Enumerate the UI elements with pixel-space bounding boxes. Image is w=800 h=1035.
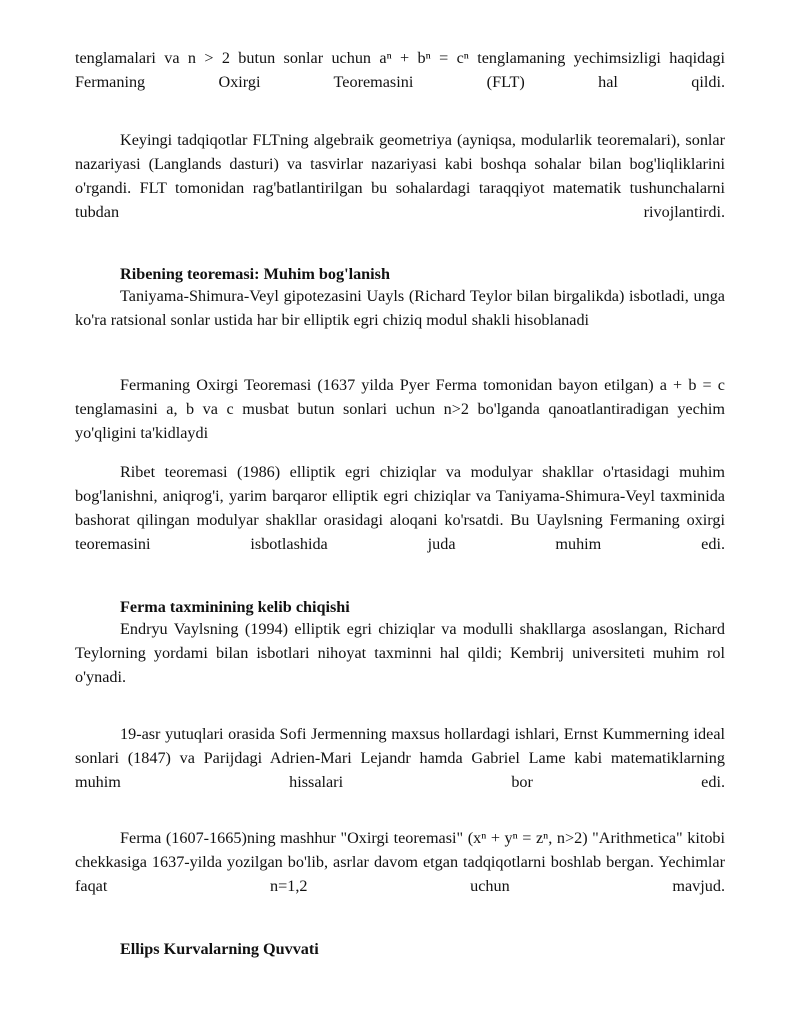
- paragraph-7: 19-asr yutuqlari orasida Sofi Jermenning maxsus hollardagi ishlari, Ernst Kummerning ideal sonlari (1847) va Parijdagi Adrien-Mari Lejandr hamda Gabriel Lame kabi matematiklarning muhim hissalari bor edi.: [75, 725, 725, 791]
- paragraph-5: Ribet teoremasi (1986) elliptik egri chiziqlar va modulyar shakllar o'rtasidagi muhim bog'lanishni, aniqrog'i, yarim barqaror elliptik egri chiziqlar va Taniyama-Shimura-Veyl taxminida bashorat qilingan modulyar shakllar orasidagi aloqani ko'rsatdi. Bu Uaylsning Fermaning oxirgi teoremasini isbotlashida juda muhim edi.: [75, 463, 725, 553]
- heading-fermat-origin: Ferma taxminining kelib chiqishi: [120, 598, 350, 616]
- paragraph-3: Taniyama-Shimura-Veyl gipotezasini Uayls (Richard Teylor bilan birgalikda) isbotladi, unga ko'ra ratsional sonlar ustida har bir elliptik egri chiziq modul shakli hisoblanadi: [75, 287, 725, 329]
- paragraph-6: Endryu Vaylsning (1994) elliptik egri chiziqlar va modulli shakllarga asoslangan, Richard Teylorning yordami bilan isbotlari nihoyat taxminni hal qildi; Kembrij universiteti muhim rol o'ynadi.: [75, 620, 725, 686]
- paragraph-4: Fermaning Oxirgi Teoremasi (1637 yilda Pyer Ferma tomonidan bayon etilgan) a + b = c tenglamasini a, b va c musbat butun sonlari uchun n>2 bo'lganda qanoatlantiradigan yechim yo'qligini ta'kidlaydi: [75, 376, 725, 442]
- heading-elliptic-curves: Ellips Kurvalarning Quvvati: [120, 940, 319, 958]
- paragraph-8: Ferma (1607-1665)ning mashhur "Oxirgi teoremasi" (xⁿ + yⁿ = zⁿ, n>2) "Arithmetica" kitobi chekkasiga 1637-yilda yozilgan bo'lib, asrlar davom etgan tadqiqotlarni boshlab bergan. Yechimlar faqat n=1,2 uchun mavjud.: [75, 829, 725, 895]
- paragraph-1-line-1: tenglamalari va n > 2 butun sonlar uchun aⁿ + bⁿ = cⁿ tenglamaning yechimsizligi haqidagi: [75, 49, 725, 67]
- heading-ribet-theorem: Ribening teoremasi: Muhim bog'lanish: [120, 265, 390, 283]
- paragraph-2: Keyingi tadqiqotlar FLTning algebraik geometriya (ayniqsa, modularlik teoremalari), sonlar nazariyasi (Langlands dasturi) va tasvirlar nazariyasi kabi boshqa sohalar bilan bog'liqliklarini o'rgandi. FLT tomonidan rag'batlantirilgan bu sohalardagi taraqqiyot matematik tushunchalarni tubdan rivojlantirdi.: [75, 131, 725, 221]
- paragraph-1-line-2: Fermaning Oxirgi Teoremasini (FLT) hal qildi.: [75, 73, 725, 91]
